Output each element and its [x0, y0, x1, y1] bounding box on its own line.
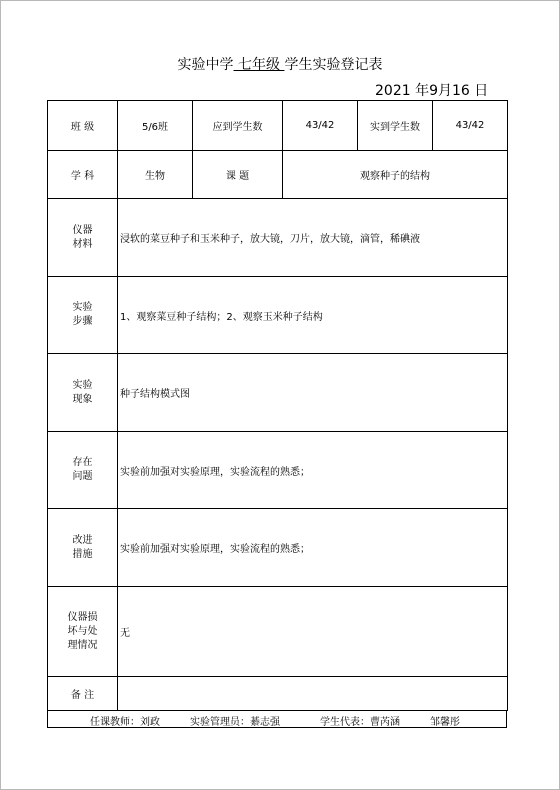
table-row [48, 199, 508, 277]
instruments-content: 浸软的菜豆种子和玉米种子，放大镜，刀片，放大镜，滴管，稀碘液 [118, 199, 508, 277]
phenomena-content: 种子结构模式图 [118, 354, 508, 432]
topic-label: 课 题 [193, 151, 283, 199]
signature-footer [47, 710, 507, 728]
problems-label [48, 432, 118, 509]
registration-table [47, 100, 508, 711]
damage-label [48, 587, 118, 677]
damage-label-line2: 坏与处 [67, 625, 98, 637]
table-row [48, 151, 508, 199]
phenomena-label-line1: 实验 [72, 379, 93, 391]
student-rep-signature: 学生代表：曹芮涵 [320, 717, 400, 728]
problems-label-line2: 问题 [72, 471, 93, 482]
subject-value: 生物 [118, 151, 193, 199]
title-grade: 七年级 [233, 57, 285, 73]
steps-label-line1: 实验 [72, 302, 93, 313]
instruments-label [48, 199, 118, 277]
steps-content: 1、观察菜豆种子结构；2、观察玉米种子结构 [118, 277, 508, 354]
teacher-signature: 任课教师：刘政 [90, 717, 160, 728]
actual-students-value: 43/42 [433, 101, 508, 151]
steps-label-line2: 步骤 [72, 316, 93, 327]
table-row [48, 101, 508, 151]
table-row [48, 277, 508, 354]
improvements-label-line2: 措施 [72, 548, 93, 560]
phenomena-label-line2: 现象 [72, 393, 93, 405]
problems-label-line1: 存在 [72, 457, 93, 468]
improvements-content: 实验前加强对实验原理，实验流程的熟悉； [118, 509, 508, 587]
remarks-content [118, 677, 508, 711]
instruments-label-line1: 仪器 [72, 224, 93, 236]
damage-content: 无 [118, 587, 508, 677]
expected-students-label: 应到学生数 [193, 101, 283, 151]
damage-label-line3: 理情况 [67, 639, 98, 651]
record-date: 2021 年9月16 日 [375, 83, 489, 99]
actual-students-label: 实到学生数 [358, 101, 433, 151]
steps-label [48, 277, 118, 354]
problems-content: 实验前加强对实验原理，实验流程的熟悉； [118, 432, 508, 509]
class-value: 5/6班 [118, 101, 193, 151]
improvements-label-line1: 改进 [72, 534, 93, 546]
topic-value: 观察种子的结构 [283, 151, 508, 199]
improvements-label [48, 509, 118, 587]
remarks-label: 备 注 [48, 677, 118, 711]
student-rep2-signature: 邹馨彤 [430, 717, 460, 728]
title-suffix: 学生实验登记表 [284, 57, 383, 73]
admin-signature: 实验管理员：綦志强 [190, 717, 280, 728]
damage-label-line1: 仪器损 [67, 611, 98, 623]
expected-students-value: 43/42 [283, 101, 358, 151]
instruments-label-line2: 材料 [72, 238, 93, 250]
table-row [48, 677, 508, 711]
title-prefix: 实验中学 [177, 57, 234, 73]
table-row [48, 354, 508, 432]
subject-label: 学 科 [48, 151, 118, 199]
phenomena-label [48, 354, 118, 432]
class-label: 班 级 [48, 101, 118, 151]
table-row [48, 587, 508, 677]
table-row [48, 432, 508, 509]
page-title [0, 54, 560, 74]
table-row [48, 509, 508, 587]
